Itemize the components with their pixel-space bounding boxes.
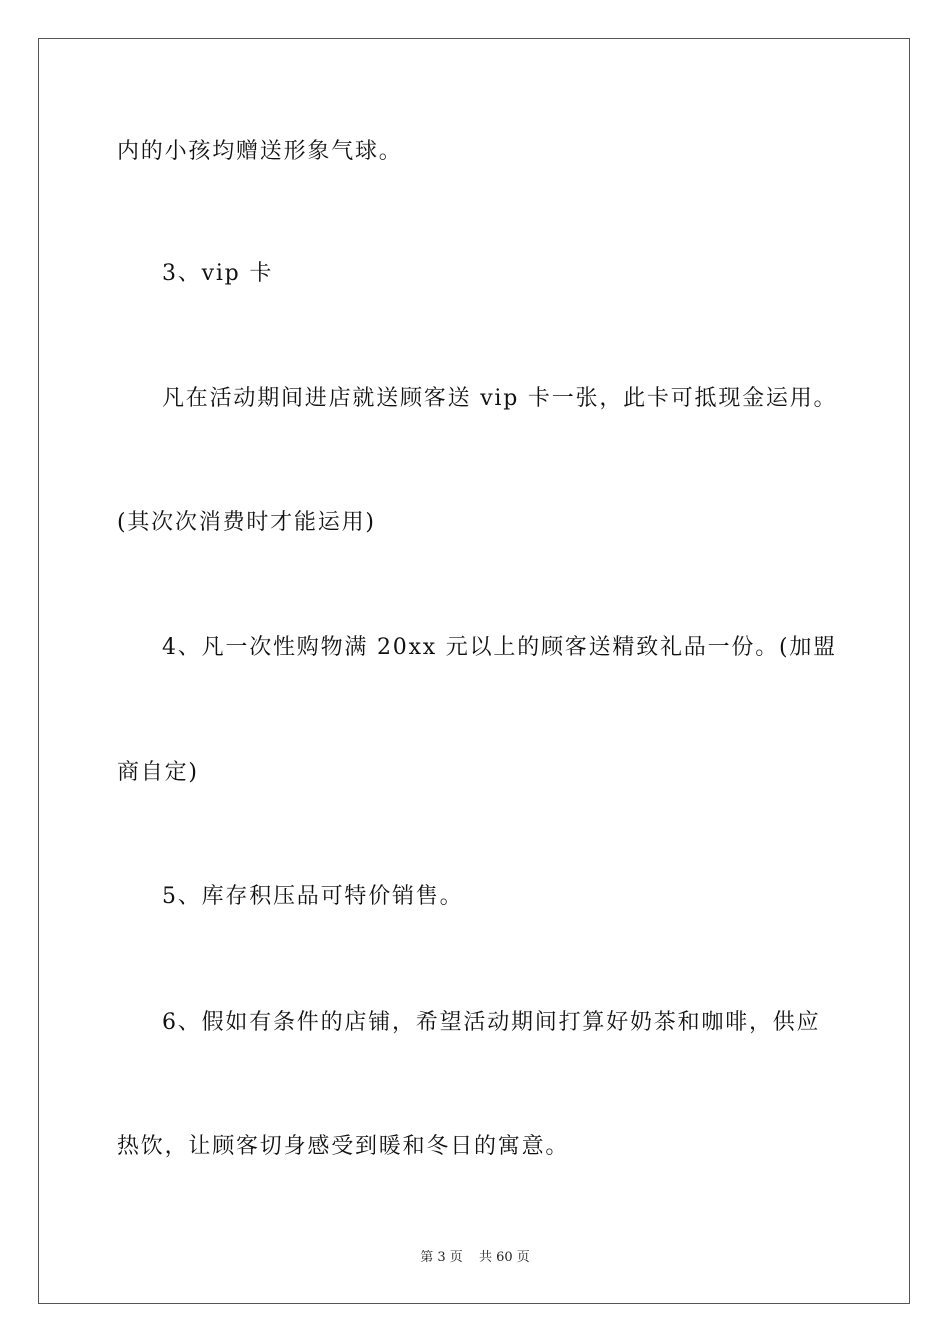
page-number: 第 3 页 <box>420 1250 463 1265</box>
item-3-paragraph-line-2: (其次次消费时才能运用) <box>117 510 376 535</box>
item-4-paragraph-line-1: 4、凡一次性购物满 20xx 元以上的顾客送精致礼品一份。(加盟 <box>162 635 837 660</box>
item-3-heading: 3、vip 卡 <box>162 261 274 286</box>
page-border <box>38 38 910 1304</box>
page-footer <box>0 1246 950 1265</box>
item-4-paragraph-line-2: 商自定) <box>117 760 199 785</box>
item-6-paragraph-line-2: 热饮，让顾客切身感受到暖和冬日的寓意。 <box>117 1134 570 1159</box>
total-pages: 共 60 页 <box>478 1250 530 1265</box>
body-line-1: 内的小孩均赠送形象气球。 <box>117 139 403 164</box>
item-3-paragraph-line-1: 凡在活动期间进店就送顾客送 vip 卡一张，此卡可抵现金运用。 <box>162 386 838 411</box>
item-6-paragraph-line-1: 6、假如有条件的店铺，希望活动期间打算好奶茶和咖啡，供应 <box>162 1010 821 1035</box>
item-5-paragraph: 5、库存积压品可特价销售。 <box>162 884 464 909</box>
